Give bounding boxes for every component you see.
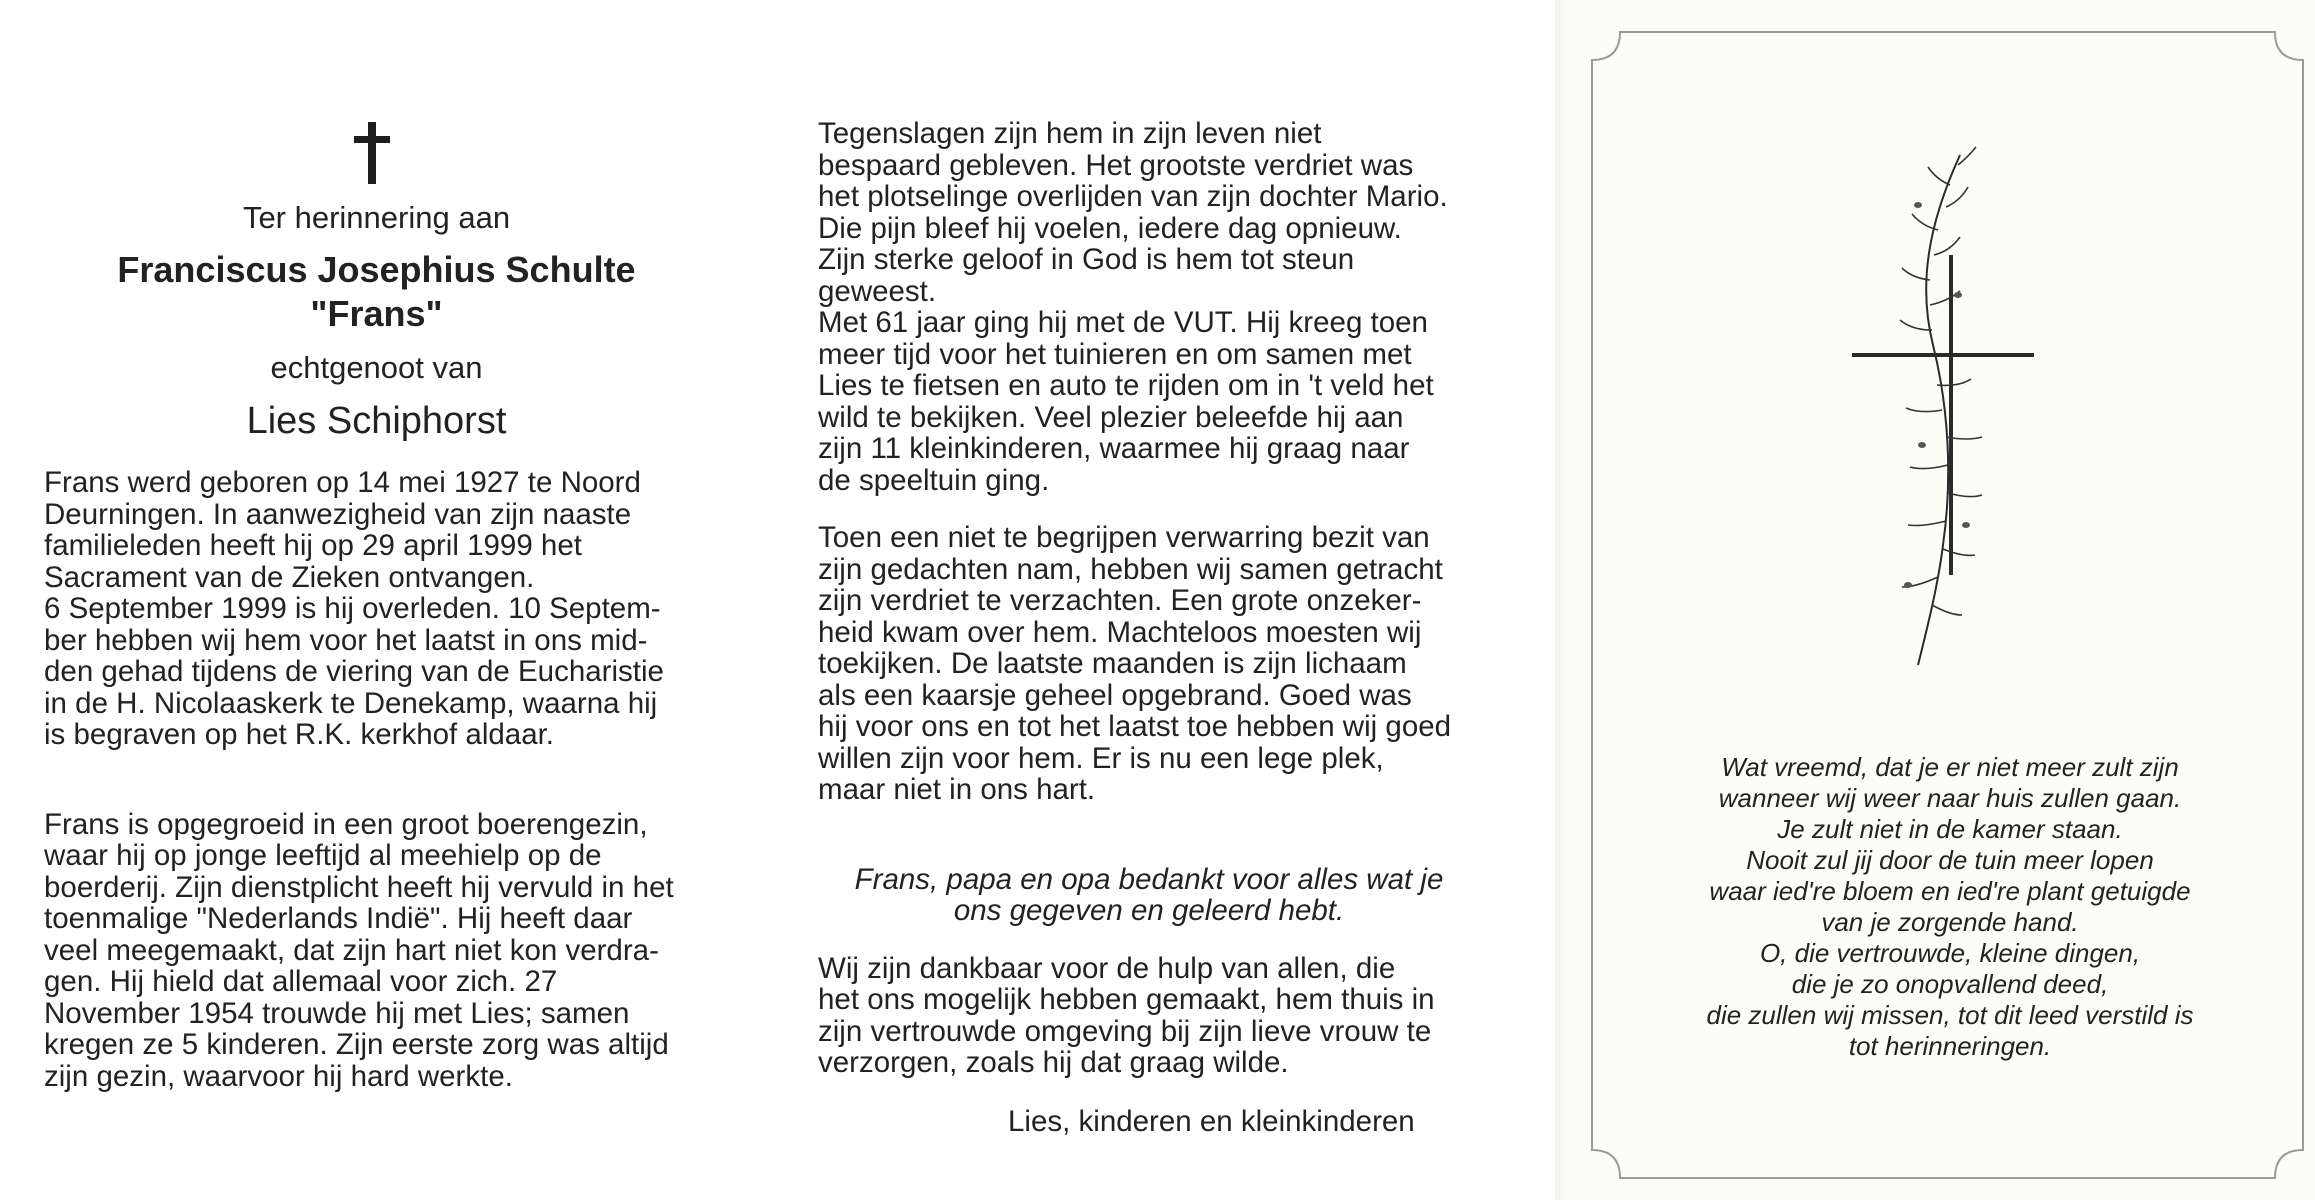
signature: Lies, kinderen en kleinkinderen xyxy=(1008,1104,1415,1138)
middle-column xyxy=(818,118,1480,1139)
text-line: heid kwam over hem. Machteloos moesten wij xyxy=(818,615,1422,649)
text-line: kregen ze 5 kinderen. Zijn eerste zorg was altijd xyxy=(44,1028,669,1061)
text-line: de speeltuin ging. xyxy=(818,463,1050,497)
text-line: den gehad tijdens de viering van de Eucharistie xyxy=(44,655,664,688)
poem-line: waar ied're bloem en ied're plant getuigde xyxy=(1709,876,2191,906)
text-line: waar hij op jonge leeftijd al meehielp op de xyxy=(44,839,602,872)
text-line: Deurningen. In aanwezigheid van zijn naaste xyxy=(44,497,632,531)
biography-paragraph-2 xyxy=(44,809,709,1093)
spacer xyxy=(818,927,1480,953)
text-line: is begraven op het R.K. kerkhof aldaar. xyxy=(44,718,554,751)
text-line: zijn gedachten nam, hebben wij samen getracht xyxy=(818,552,1443,586)
gratitude-paragraph xyxy=(818,953,1480,1079)
poem-line: tot herinneringen. xyxy=(1848,1031,2052,1061)
text-line: geweest. xyxy=(818,274,937,308)
text-line: in de H. Nicolaaskerk te Denekamp, waarna hij xyxy=(44,686,658,720)
left-column xyxy=(44,200,709,1092)
cross-icon xyxy=(352,122,392,184)
text-line: als een kaarsje geheel opgebrand. Goed was xyxy=(818,678,1412,712)
life-paragraph-1 xyxy=(818,118,1480,496)
text-line: hij voor ons en tot het laatst toe hebben wij goed xyxy=(818,710,1452,743)
poem-line: van je zorgende hand. xyxy=(1821,907,2079,937)
text-line: willen zijn voor hem. Er is nu een lege plek, xyxy=(818,741,1384,775)
poem-line: die je zo onopvallend deed, xyxy=(1791,969,2109,999)
text-line: ber hebben wij hem voor het laatst in ons mid- xyxy=(44,623,648,657)
text-line: boerderij. Zijn dienstplicht heeft hij vervuld in het xyxy=(44,870,674,904)
thanks-note xyxy=(818,864,1480,927)
text-line: bespaard gebleven. Het grootste verdriet was xyxy=(818,148,1414,182)
text-line: Tegenslagen zijn hem in zijn leven niet xyxy=(818,117,1322,150)
text-line: Zijn sterke geloof in God is hem tot steun xyxy=(818,243,1355,276)
spacer xyxy=(818,496,1480,522)
text-line: het plotselinge overlijden van zijn dochter Mario. xyxy=(818,180,1448,213)
text-line: Lies te fietsen en auto te rijden om in 't veld het xyxy=(818,369,1434,402)
poem-line: wanneer wij weer naar huis zullen gaan. xyxy=(1718,783,2182,813)
text-line: zijn vertrouwde omgeving bij zijn lieve vrouw te xyxy=(818,1014,1432,1048)
spacer xyxy=(818,806,1480,864)
text-line: veel meegemaakt, dat zijn hart niet kon verdra- xyxy=(44,933,659,967)
text-line: Frans is opgegroeid in een groot boerengezin, xyxy=(44,807,648,841)
text-line: zijn 11 kleinkinderen, waarmee hij graag naar xyxy=(818,432,1410,465)
deceased-name: Franciscus Josephius Schulte xyxy=(117,249,636,290)
cross-branch-icon xyxy=(1838,145,2048,675)
text-line: 6 September 1999 is hij overleden. 10 Septem- xyxy=(44,592,661,625)
text-line: November 1954 trouwde hij met Lies; samen xyxy=(44,996,630,1030)
spouse-label: echtgenoot van xyxy=(270,350,483,385)
text-line: verzorgen, zoals hij dat graag wilde. xyxy=(818,1046,1289,1079)
text-line: maar niet in ons hart. xyxy=(818,773,1096,806)
text-line: toenmalige "Nederlands Indië". Hij heeft daar xyxy=(44,902,633,935)
text-line: Frans, papa en opa bedankt voor alles wat je xyxy=(854,862,1444,896)
poem-line: O, die vertrouwde, kleine dingen, xyxy=(1759,938,2141,968)
poem-line: Wat vreemd, dat je er niet meer zult zijn xyxy=(1721,752,2179,782)
text-line: familieleden heeft hij op 29 april 1999 het xyxy=(44,529,582,562)
fold-shadow xyxy=(1555,0,1585,1200)
text-line: Wij zijn dankbaar voor de hulp van allen, die xyxy=(818,951,1396,985)
life-paragraph-2 xyxy=(818,522,1480,806)
text-line: Frans werd geboren op 14 mei 1927 te Noord xyxy=(44,466,641,499)
poem-line: Nooit zul jij door de tuin meer lopen xyxy=(1746,845,2154,875)
text-line: Die pijn bleef hij voelen, iedere dag opnieuw. xyxy=(818,211,1402,245)
text-line: gen. Hij hield dat allemaal voor zich. 27 xyxy=(44,965,558,998)
text-line: toekijken. De laatste maanden is zijn lichaam xyxy=(818,647,1407,680)
text-line: het ons mogelijk hebben gemaakt, hem thuis in xyxy=(818,983,1435,1016)
text-line: Met 61 jaar ging hij met de VUT. Hij kreeg toen xyxy=(818,306,1428,339)
text-line: Sacrament van de Zieken ontvangen. xyxy=(44,560,535,594)
text-line: Toen een niet te begrijpen verwarring bezit van xyxy=(818,521,1430,554)
text-line: wild te bekijken. Veel plezier beleefde hij aan xyxy=(818,400,1404,434)
poem-line: die zullen wij missen, tot dit leed verstild is xyxy=(1706,1000,2194,1030)
deceased-nickname: "Frans" xyxy=(310,293,443,334)
text-line: meer tijd voor het tuinieren en om samen met xyxy=(818,337,1412,371)
poem-line: Je zult niet in de kamer staan. xyxy=(1777,814,2123,844)
text-line: zijn verdriet te verzachten. Een grote onzeker- xyxy=(818,584,1422,617)
memorial-poem xyxy=(1640,752,2260,1062)
spacer xyxy=(818,1079,1480,1105)
text-line: ons gegeven en geleerd hebt. xyxy=(953,894,1345,927)
biography-paragraph-1 xyxy=(44,467,709,751)
text-line: zijn gezin, waarvoor hij hard werkte. xyxy=(44,1059,513,1093)
spouse-name: Lies Schiphorst xyxy=(246,400,507,442)
intro-line: Ter herinnering aan xyxy=(242,200,511,235)
spacer xyxy=(44,751,709,809)
